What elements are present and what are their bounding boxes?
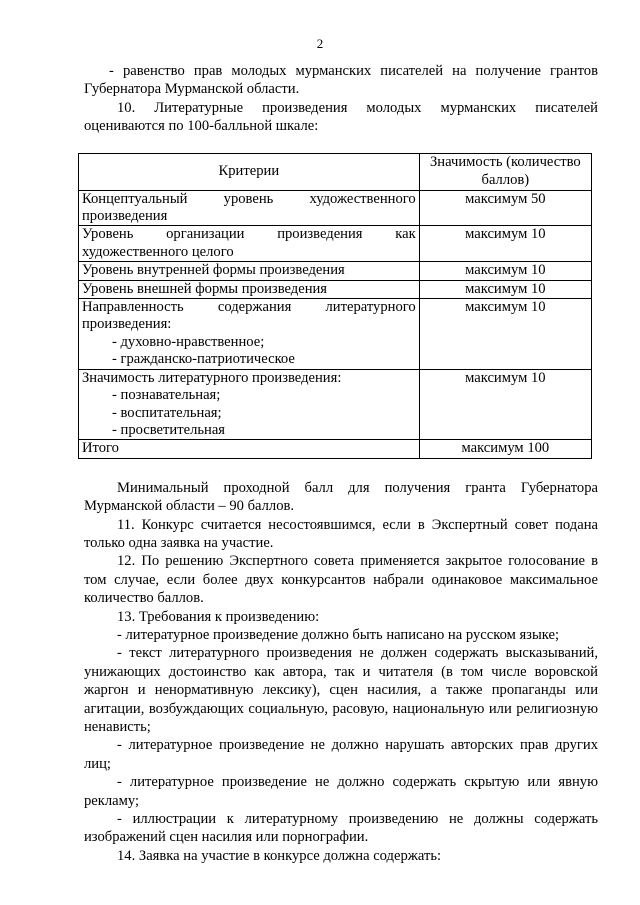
criterion-subitem: - гражданско-патриотическое: [112, 351, 295, 368]
table-row: [79, 369, 592, 440]
criterion-text: Уровень организации произведения как художественного целого: [82, 226, 416, 260]
spacer: [84, 459, 598, 479]
requirement-item: - литературное произведение не должно нарушать авторских прав других лиц;: [84, 737, 598, 772]
criterion-cell: [79, 226, 420, 262]
value-text: максимум 10: [465, 299, 546, 316]
table-row: [79, 226, 592, 262]
page-number: 2: [316, 36, 324, 51]
criterion-text: Значимость литературного произведения:: [82, 369, 342, 386]
requirement-item: - литературное произведение не должно содержать скрытую или явную рекламу;: [84, 774, 598, 809]
table-header-row: [79, 153, 592, 190]
criterion-text: Концептуальный уровень художественного произведения: [82, 190, 416, 225]
value-cell: [419, 262, 591, 280]
table-row: [79, 299, 592, 370]
item-14-paragraph: 14. Заявка на участие в конкурсе должна содержать:: [117, 847, 442, 864]
criterion-cell: [79, 280, 420, 298]
criterion-text: Уровень внутренней формы произведения: [82, 262, 345, 279]
value-cell: [419, 280, 591, 298]
requirement-item: - иллюстрации к литературному произведению не должны содержать изображений сцен насилия или порнографии.: [84, 811, 598, 846]
criterion-cell: [79, 190, 420, 226]
value-text: максимум 10: [465, 226, 546, 243]
criterion-subitem: - воспитательная;: [112, 404, 222, 421]
requirement-item: - текст литературного произведения не должен содержать высказываний, унижающих достоинство как автора, так и читателя (в том числе воровской жаргон и ненормативную лексику), сцен насилия, а также пропаганды или агитации, возбуждающих социальную, расовую, национальную или религиозную ненависть;: [84, 645, 598, 735]
value-cell: [419, 226, 591, 262]
criterion-subitem: - просветительная: [112, 421, 226, 438]
value-cell: [419, 369, 591, 440]
min-score-paragraph: Минимальный проходной балл для получения гранта Губернатора Мурманской области – 90 баллов.: [84, 479, 598, 515]
table-row: [79, 190, 592, 226]
table-row: [79, 262, 592, 280]
criteria-table: [78, 153, 592, 459]
spacer: [84, 136, 598, 153]
value-text: максимум 10: [465, 280, 546, 297]
value-text: максимум 50: [465, 190, 546, 207]
value-cell: [419, 440, 591, 458]
item-10-paragraph: 10. Литературные произведения молодых мурманских писателей оцениваются по 100-балльной шкале:: [84, 99, 598, 135]
value-text: максимум 10: [465, 262, 546, 279]
criterion-subitem: - познавательная;: [112, 387, 221, 404]
item-11-paragraph: 11. Конкурс считается несостоявшимся, если в Экспертный совет подана только одна заявка на участие.: [84, 516, 598, 551]
criterion-text: Направленность содержания литературного произведения:: [82, 299, 416, 333]
table-row-total: [79, 440, 592, 458]
total-value: максимум 100: [461, 440, 550, 457]
value-cell: [419, 190, 591, 226]
criterion-text: Уровень внешней формы произведения: [82, 280, 328, 297]
requirement-item: - литературное произведение должно быть написано на русском языке;: [117, 626, 560, 643]
intro-equality-line: - равенство прав молодых мурманских писателей на получение грантов Губернатора Мурманской области.: [84, 63, 598, 98]
table-row: [79, 280, 592, 298]
criterion-cell: [79, 299, 420, 370]
criterion-cell: [79, 440, 420, 458]
criterion-cell: [79, 262, 420, 280]
value-cell: [419, 299, 591, 370]
header-value: Значимость (количество баллов): [419, 153, 591, 190]
item-13-heading: 13. Требования к произведению:: [117, 608, 320, 625]
value-text: максимум 10: [465, 369, 546, 386]
total-label: Итого: [82, 440, 119, 457]
document-body: [84, 62, 598, 865]
criterion-subitem: - духовно-нравственное;: [112, 333, 265, 350]
header-criteria: Критерии: [79, 153, 420, 190]
item-12-paragraph: 12. По решению Экспертного совета применяется закрытое голосование в том случае, если более двух конкурсантов набрали одинаковое максимальное количество баллов.: [84, 553, 598, 607]
criterion-cell: [79, 369, 420, 440]
